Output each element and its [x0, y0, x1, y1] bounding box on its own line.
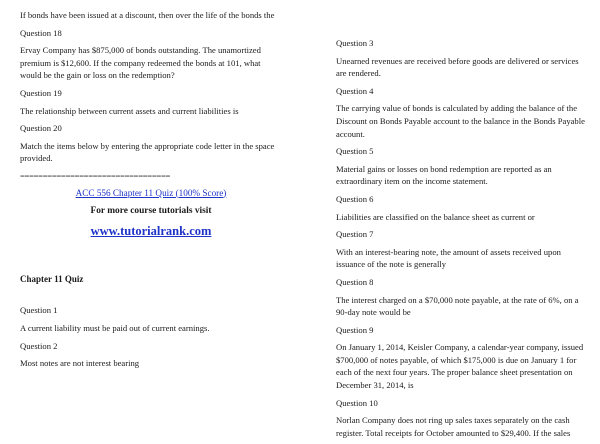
question-10-label: Question 10: [336, 397, 378, 408]
quiz-link[interactable]: ACC 556 Chapter 11 Quiz (100% Score): [75, 187, 227, 198]
question-1-text: A current liability must be paid out of current earnings.: [20, 322, 210, 333]
question-7-text: With an interest-bearing note, the amount of assets received upon issuance of the note is generally: [336, 246, 561, 270]
question-1-label: Question 1: [20, 305, 58, 316]
intro-text: If bonds have been issued at a discount, then over the life of the bonds the: [20, 10, 275, 20]
website-link[interactable]: www.tutorialrank.com: [90, 223, 212, 238]
question-8-text: The interest charged on a $70,000 note payable, at the rate of 6%, on a 90-day note would be: [336, 294, 579, 318]
separator-line: =================================: [20, 170, 171, 181]
question-20-text: Match the items below by entering the appropriate code letter in the space provided.: [20, 140, 275, 164]
question-18-label: Question 18: [20, 27, 62, 38]
question-7-label: Question 7: [336, 229, 374, 240]
left-column: [20, 9, 282, 375]
question-6-label: Question 6: [336, 193, 374, 204]
question-10-text: Norlan Company does not ring up sales taxes separately on the cash register. Total receipts for October amounted to $29,400. If the sales: [336, 415, 571, 438]
question-9-label: Question 9: [336, 324, 374, 335]
question-2-label: Question 2: [20, 340, 58, 351]
question-19-text: The relationship between current assets and current liabilities is: [20, 105, 239, 116]
question-5-text: Material gains or losses on bond redemption are reported as an extraordinary item on the income statement.: [336, 163, 552, 187]
question-18-text: Ervay Company has $875,000 of bonds outstanding. The unamortized premium is $12,600. If the company redeemed the bonds at 101, what would be the gain or loss on the redemption?: [20, 45, 261, 81]
question-4-text: The carrying value of bonds is calculated by adding the balance of the Discount on Bonds Payable account to the balance in the Bonds Payable account.: [336, 103, 585, 139]
chapter-title: Chapter 11 Quiz: [20, 273, 84, 284]
question-3-text: Unearned revenues are received before goods are delivered or services are rendered.: [336, 55, 579, 79]
question-4-label: Question 4: [336, 85, 374, 96]
question-6-text: Liabilities are classified on the balance sheet as current or: [336, 211, 535, 222]
question-8-label: Question 8: [336, 276, 374, 287]
question-19-label: Question 19: [20, 87, 62, 98]
right-column: [336, 37, 586, 444]
question-3-label: Question 3: [336, 38, 374, 48]
question-9-text: On January 1, 2014, Keisler Company, a calendar-year company, issued $700,000 of notes payable, of which $175,000 is due on January 1 for each of the next four years. The proper balance sheet presentation on December 31, 2014, is: [336, 342, 584, 391]
question-5-label: Question 5: [336, 146, 374, 157]
tutorials-text: For more course tutorials visit: [90, 206, 212, 217]
question-2-text: Most notes are not interest bearing: [20, 358, 140, 369]
question-20-label: Question 20: [20, 123, 62, 134]
